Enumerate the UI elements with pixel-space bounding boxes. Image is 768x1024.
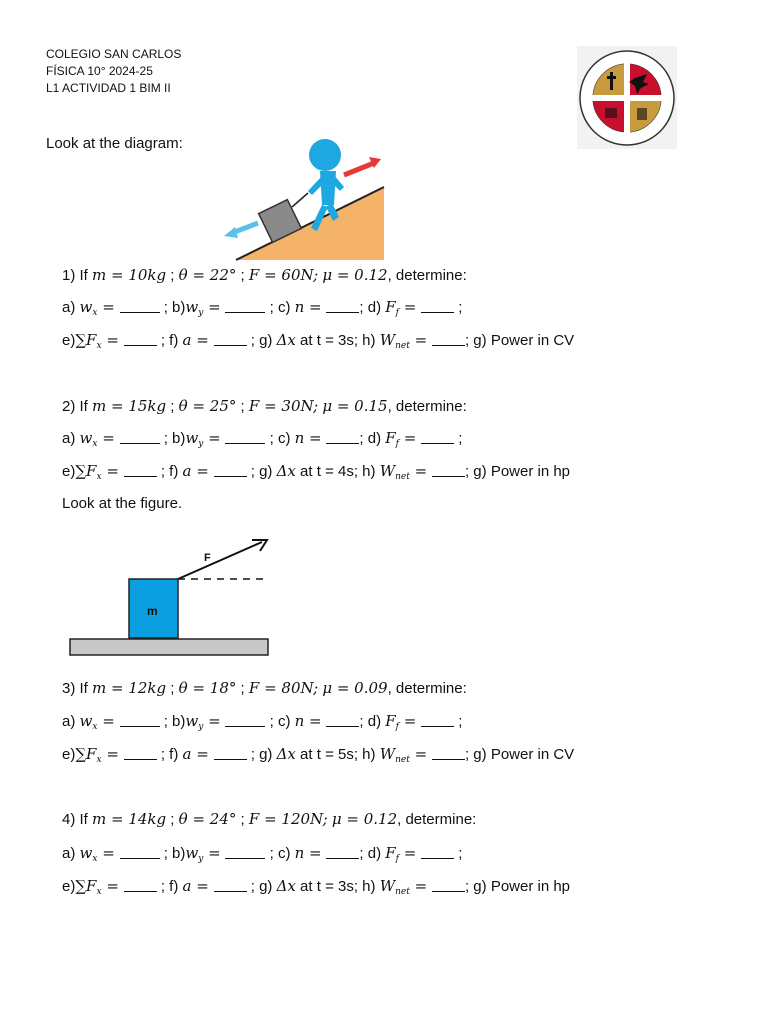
blank-n[interactable] (326, 300, 359, 313)
problem-3-statement: 3) If m = 12kg ; θ = 18° ; F = 80N; μ = 0.09, determine: (62, 679, 467, 697)
problem-1-line-e: $e)\sum F_x$ = ; f) a = ; g) Δx at t = 3s; h) $W_{net}$ = ; g) Power in CV (62, 331, 575, 351)
problem-2-line-e: $e)\sum F_x$ = ; f) a = ; g) Δx at t = 4s; h) $W_{net}$ = ; g) Power in hp (62, 462, 571, 482)
blank-wx[interactable] (120, 431, 160, 444)
mass-label: m (147, 604, 158, 618)
problem-3-line-e: $e)\sum F_x$ = ; f) a = ; g) Δx at t = 5s; h) $W_{net}$ = ; g) Power in CV (62, 745, 575, 765)
problem-1-line-a: a) $w_x$ = ; $b)w_y$ = ; c) n = ; d) $F_f$ = ; (62, 298, 463, 318)
problem-4-line-e: $e)\sum F_x$ = ; f) a = ; g) Δx at t = 3s; h) $W_{net}$ = ; g) Power in hp (62, 877, 571, 897)
blank-a[interactable] (214, 747, 247, 760)
header-block (46, 46, 181, 97)
blank-wy[interactable] (225, 431, 265, 444)
blank-sumfx[interactable] (124, 464, 157, 477)
blank-ff[interactable] (421, 431, 454, 444)
blank-sumfx[interactable] (124, 879, 157, 892)
blank-a[interactable] (214, 879, 247, 892)
blank-wy[interactable] (225, 300, 265, 313)
blank-wnet[interactable] (432, 879, 465, 892)
incline-diagram (218, 135, 388, 262)
school-logo (577, 46, 677, 149)
blank-ff[interactable] (421, 846, 454, 859)
blank-wnet[interactable] (432, 333, 465, 346)
blank-wy[interactable] (225, 714, 265, 727)
blank-ff[interactable] (421, 714, 454, 727)
force-vector (178, 542, 262, 579)
problem-1-statement: 1) If m = 10kg ; θ = 22° ; F = 60N; μ = 0.12, determine: (62, 266, 467, 284)
activity-name: L1 ACTIVIDAD 1 BIM II (46, 81, 171, 95)
diagram-prompt: Look at the diagram: (46, 135, 183, 152)
force-label: F (204, 552, 211, 564)
flat-figure (68, 535, 274, 659)
blank-a[interactable] (214, 333, 247, 346)
blank-wx[interactable] (120, 300, 160, 313)
figure-prompt: Look at the figure. (62, 495, 183, 512)
blank-wx[interactable] (120, 714, 160, 727)
blank-sumfx[interactable] (124, 747, 157, 760)
blank-n[interactable] (326, 846, 359, 859)
blank-wnet[interactable] (432, 747, 465, 760)
problem-4-statement: 4) If m = 14kg ; θ = 24° ; F = 120N; μ = 0.12, determine: (62, 810, 477, 828)
school-seal-icon (577, 46, 677, 149)
problem-4-line-a: a) $w_x$ = ; $b)w_y$ = ; c) n = ; d) $F_f$ = ; (62, 844, 463, 864)
course-name: FÍSICA 10° 2024-25 (46, 64, 153, 78)
blank-n[interactable] (326, 714, 359, 727)
ground-surface (70, 639, 268, 655)
problem-2-statement: 2) If m = 15kg ; θ = 25° ; F = 30N; μ = 0.15, determine: (62, 397, 467, 415)
friction-arrow-icon (224, 223, 258, 238)
blank-sumfx[interactable] (124, 333, 157, 346)
blank-n[interactable] (326, 431, 359, 444)
blank-a[interactable] (214, 464, 247, 477)
blank-wy[interactable] (225, 846, 265, 859)
school-name: COLEGIO SAN CARLOS (46, 47, 182, 61)
force-arrow-icon (344, 157, 381, 175)
blank-wnet[interactable] (432, 464, 465, 477)
blank-ff[interactable] (421, 300, 454, 313)
problem-3-line-a: a) $w_x$ = ; $b)w_y$ = ; c) n = ; d) $F_f$ = ; (62, 712, 463, 732)
problem-2-line-a: a) $w_x$ = ; $b)w_y$ = ; c) n = ; d) $F_f$ = ; (62, 429, 463, 449)
blank-wx[interactable] (120, 846, 160, 859)
